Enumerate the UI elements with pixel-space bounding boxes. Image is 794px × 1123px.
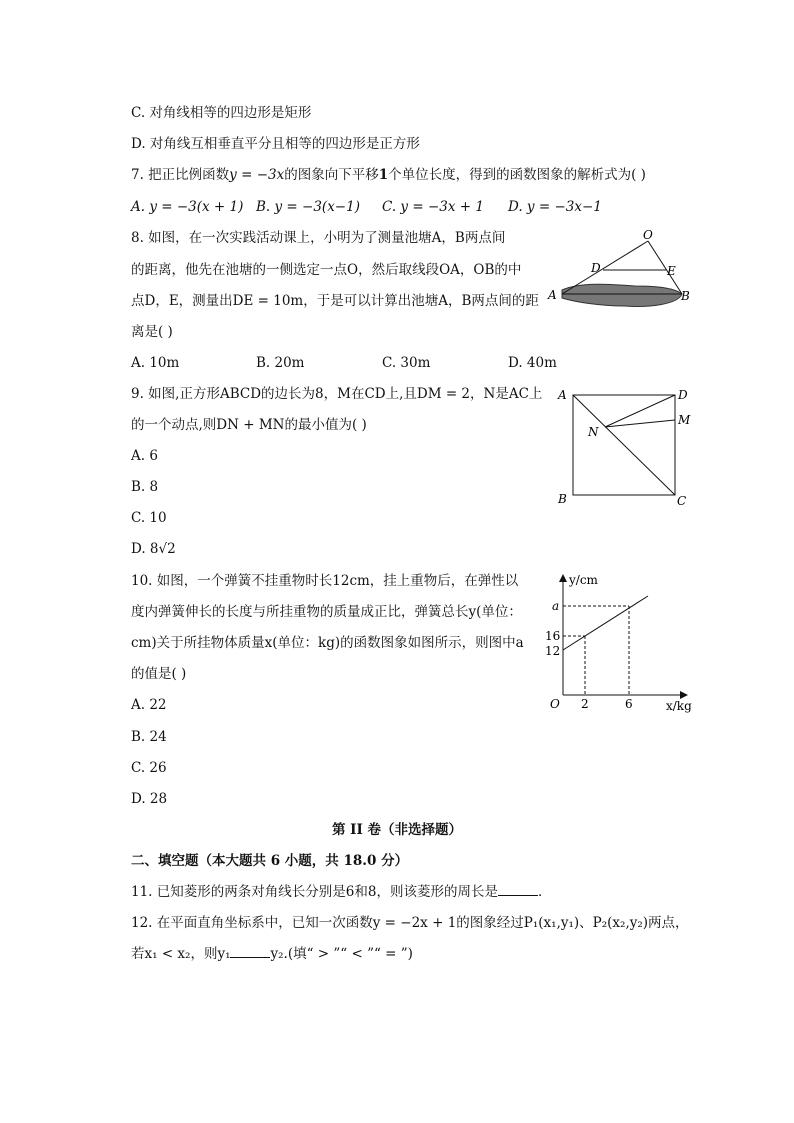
q8-option-a: A. 10m	[131, 355, 180, 371]
q9-label-b: B	[558, 492, 567, 506]
q9-line-1: 9. 如图,正方形ABCD的边长为8，M在CD上,且DM = 2，N是AC上	[131, 386, 543, 402]
q10-y-tick-16: 16	[545, 629, 561, 643]
q8-label-d: D	[591, 261, 601, 275]
q10-line-1: 10. 如图，一个弹簧不挂重物时长12cm，挂上重物后，在弹性以	[131, 573, 519, 589]
q10-option-d: D. 28	[131, 791, 168, 807]
q8-line-3: 点D，E，测量出DE = 10m，于是可以计算出池塘A，B两点间的距	[131, 293, 539, 309]
q10-spring-graph	[540, 570, 700, 715]
q8-label-e: E	[667, 264, 676, 278]
q6-option-d: D. 对角线互相垂直平分且相等的四边形是正方形	[131, 136, 420, 152]
q9-option-b: B. 8	[131, 479, 159, 495]
q10-x-axis-label: x/kg	[666, 699, 692, 713]
q8-line-1: 8. 如图，在一次实践活动课上，小明为了测量池塘A，B两点间	[131, 230, 506, 246]
q7-option-d: D. y = −3x−1	[508, 199, 602, 215]
q10-x-tick-2: 2	[581, 697, 589, 711]
q12-line-2: 若x₁ < x₂，则y₁ y₂.(填“ > ”“ < ”“ = ”)	[131, 946, 413, 962]
q7-option-b: B. y = −3(x−1)	[256, 199, 360, 215]
q7-option-c: C. y = −3x + 1	[382, 199, 484, 215]
q11-blank[interactable]	[498, 883, 538, 896]
q10-option-a: A. 22	[131, 697, 167, 713]
q10-option-c: C. 26	[131, 760, 167, 776]
q8-line-4: 离是( )	[131, 324, 173, 340]
q10-y-tick-a: a	[552, 599, 560, 613]
q8-option-b: B. 20m	[256, 355, 305, 371]
q8-label-a: A	[548, 288, 557, 302]
q6-option-c: C. 对角线相等的四边形是矩形	[131, 105, 312, 121]
q10-y-axis-label: y/cm	[569, 573, 598, 587]
q9-option-a: A. 6	[131, 448, 158, 464]
q9-square-figure	[555, 385, 705, 510]
q8-label-b: B	[681, 289, 690, 303]
q12-line-1: 12. 在平面直角坐标系中，已知一次函数y = −2x + 1的图象经过P₁(x₁,y₁)、P₂(x₂,y₂)两点，	[131, 915, 689, 931]
q10-x-tick-6: 6	[625, 697, 633, 711]
q8-option-d: D. 40m	[508, 355, 557, 371]
q9-label-m: M	[678, 413, 691, 427]
q9-label-a: A	[558, 388, 567, 402]
q10-origin-label: O	[550, 697, 560, 711]
q8-label-o: O	[643, 228, 653, 242]
q9-label-c: C	[677, 494, 687, 508]
q12-blank[interactable]	[230, 945, 270, 958]
q8-pond-figure	[540, 228, 700, 318]
q9-line-2: 的一个动点,则DN + MN的最小值为( )	[131, 417, 367, 433]
part-2-heading: 二、填空题（本大题共 6 小题，共 18.0 分）	[131, 853, 409, 869]
q10-y-tick-12: 12	[545, 644, 561, 658]
q11-text: 11. 已知菱形的两条对角线长分别是6和8，则该菱形的周长是 ．	[131, 884, 552, 900]
q10-line-2: 度内弹簧伸长的长度与所挂重物的质量成正比，弹簧总长y(单位：	[131, 604, 522, 620]
q7-option-a: A. y = −3(x + 1)	[131, 199, 244, 215]
q10-line-3: cm)关于所挂物体质量x(单位：kg)的函数图象如图所示，则图中a	[131, 635, 524, 651]
q10-option-b: B. 24	[131, 729, 167, 745]
q8-option-c: C. 30m	[382, 355, 431, 371]
q9-label-n: N	[588, 425, 599, 439]
q8-line-2: 的距离，他先在池塘的一侧选定一点O，然后取线段OA，OB的中	[131, 262, 522, 278]
pond-shape	[562, 284, 682, 306]
q9-label-d: D	[678, 388, 688, 402]
q9-option-c: C. 10	[131, 510, 167, 526]
q7-stem: 7. 把正比例函数y = −3x的图象向下平移1个单位长度，得到的函数图象的解析式为( )	[131, 167, 646, 183]
section-2-title: 第 II 卷（非选择题）	[331, 822, 463, 838]
q10-line-4: 的值是( )	[131, 666, 187, 682]
q9-option-d: D. 8√2	[131, 541, 176, 557]
